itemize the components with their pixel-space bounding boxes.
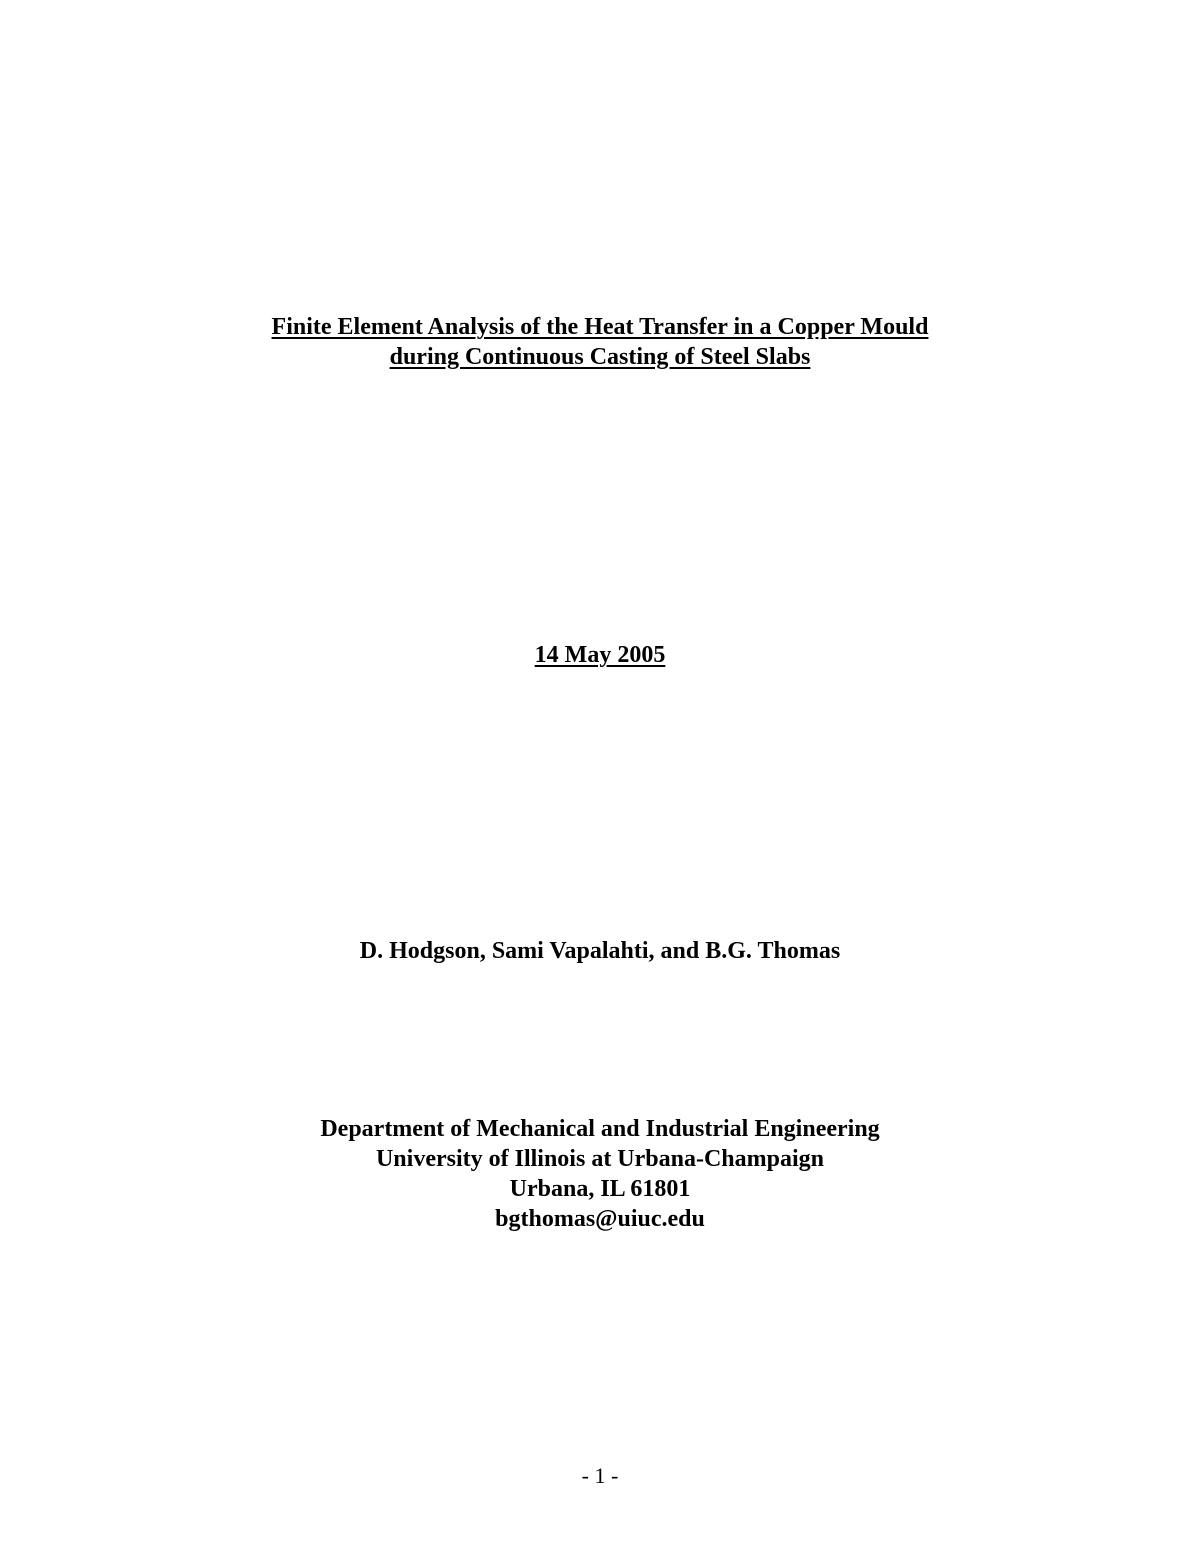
address-line: Urbana, IL 61801 bbox=[509, 1176, 691, 1202]
page-number: - 1 - bbox=[581, 1463, 619, 1488]
authors-text: D. Hodgson, Sami Vapalahti, and B.G. Thomas bbox=[359, 938, 841, 964]
date-text: 14 May 2005 bbox=[534, 642, 666, 668]
university-line: University of Illinois at Urbana-Champaign bbox=[375, 1146, 825, 1172]
department-line: Department of Mechanical and Industrial Engineering bbox=[320, 1116, 880, 1142]
document-date bbox=[0, 640, 1200, 670]
affiliation bbox=[0, 1114, 1200, 1234]
document-title bbox=[0, 312, 1200, 372]
title-line-2: during Continuous Casting of Steel Slabs bbox=[389, 344, 811, 370]
title-line-1: Finite Element Analysis of the Heat Transfer in a Copper Mould bbox=[271, 314, 929, 340]
author-list bbox=[0, 936, 1200, 966]
email-line: bgthomas@uiuc.edu bbox=[495, 1206, 705, 1232]
